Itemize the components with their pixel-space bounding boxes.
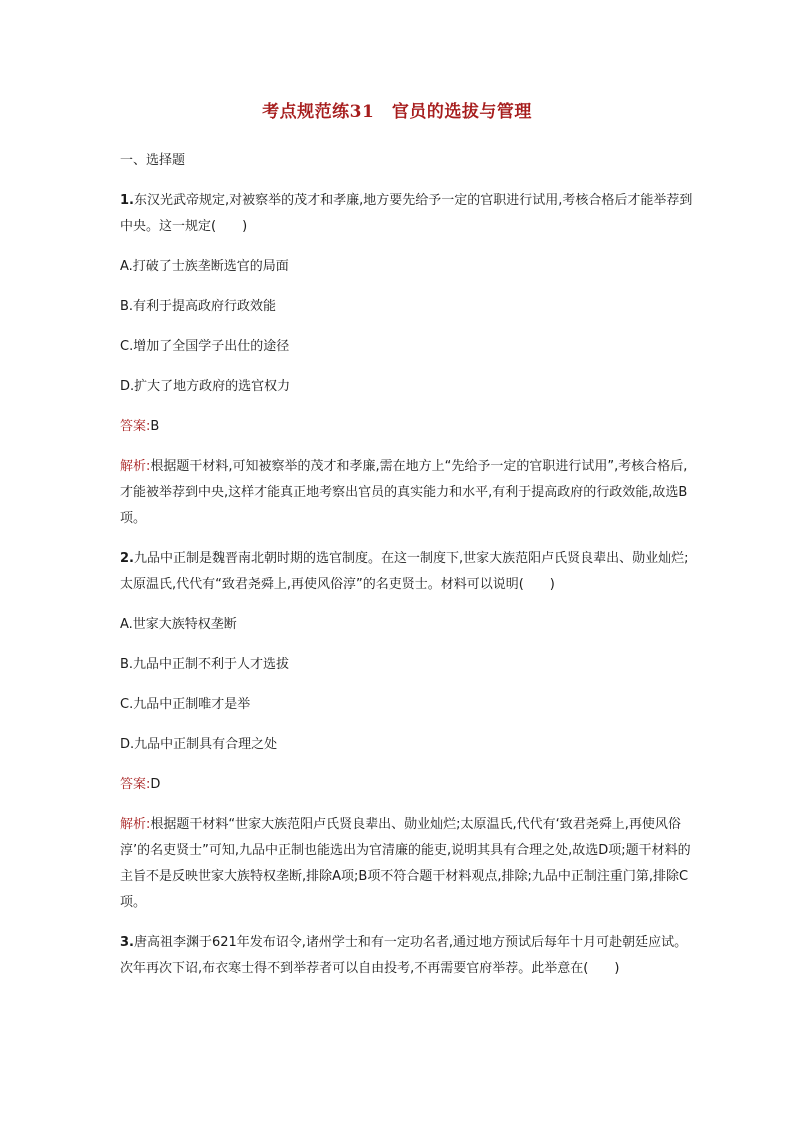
option-d: D.扩大了地方政府的选官权力 (120, 379, 291, 394)
answer-label: 答案: (120, 777, 151, 792)
explanation (120, 812, 695, 916)
option-b: B.有利于提高政府行政效能 (120, 299, 277, 314)
question-1 (120, 188, 695, 532)
option-a: A.世家大族特权垄断 (120, 617, 237, 632)
document-body (120, 148, 695, 996)
answer-line (120, 414, 695, 440)
explanation-text: 根据题干材料“世家大族范阳卢氏贤良辈出、勋业灿烂;太原温氏,代代有‘致君尧舜上,再使风俗淳’的名吏贤士”可知,九品中正制也能选出为官清廉的能吏,说明其具有合理之处,故选D项;题干材料的主旨不是反映世家大族特权垄断,排除A项;B项不符合题干材料观点,排除;九品中正制注重门第,排除C项。 (120, 817, 691, 910)
explanation-label: 解析: (120, 817, 151, 832)
option-b: B.九品中正制不利于人才选拔 (120, 657, 290, 672)
question-2 (120, 546, 695, 916)
option-c: C.九品中正制唯才是举 (120, 697, 251, 712)
answer-value: D (150, 777, 161, 792)
explanation-text: 根据题干材料,可知被察举的茂才和孝廉,需在地方上“先给予一定的官职进行试用”,考核合格后,才能被举荐到中央,这样才能真正地考察出官员的真实能力和水平,有利于提高政府的行政效能,故选B项。 (120, 459, 688, 526)
option-c: C.增加了全国学子出仕的途径 (120, 339, 290, 354)
question-stem (120, 930, 695, 982)
question-3 (120, 930, 695, 982)
question-number: 2. (120, 551, 134, 566)
answer-value: B (150, 419, 160, 434)
question-stem (120, 188, 695, 240)
question-number: 1. (120, 193, 134, 208)
question-text: 九品中正制是魏晋南北朝时期的选官制度。在这一制度下,世家大族范阳卢氏贤良辈出、勋业灿烂;太原温氏,代代有“致君尧舜上,再使风俗淳”的名吏贤士。材料可以说明( ) (120, 551, 689, 592)
explanation (120, 454, 695, 532)
question-number: 3. (120, 935, 134, 950)
question-stem (120, 546, 695, 598)
answer-line (120, 772, 695, 798)
question-text: 东汉光武帝规定,对被察举的茂才和孝廉,地方要先给予一定的官职进行试用,考核合格后才能举荐到中央。这一规定( ) (120, 193, 693, 234)
option-d: D.九品中正制具有合理之处 (120, 737, 278, 752)
section-heading: 一、选择题 (120, 153, 186, 168)
page-title: 考点规范练31 官员的选拔与管理 (262, 102, 532, 122)
answer-label: 答案: (120, 419, 151, 434)
question-text: 唐高祖李渊于621年发布诏令,诸州学士和有一定功名者,通过地方预试后每年十月可赴朝廷应试。次年再次下诏,布衣寒士得不到举荐者可以自由投考,不再需要官府举荐。此举意在( ) (120, 935, 688, 976)
option-a: A.打破了士族垄断选官的局面 (120, 259, 289, 274)
explanation-label: 解析: (120, 459, 151, 474)
